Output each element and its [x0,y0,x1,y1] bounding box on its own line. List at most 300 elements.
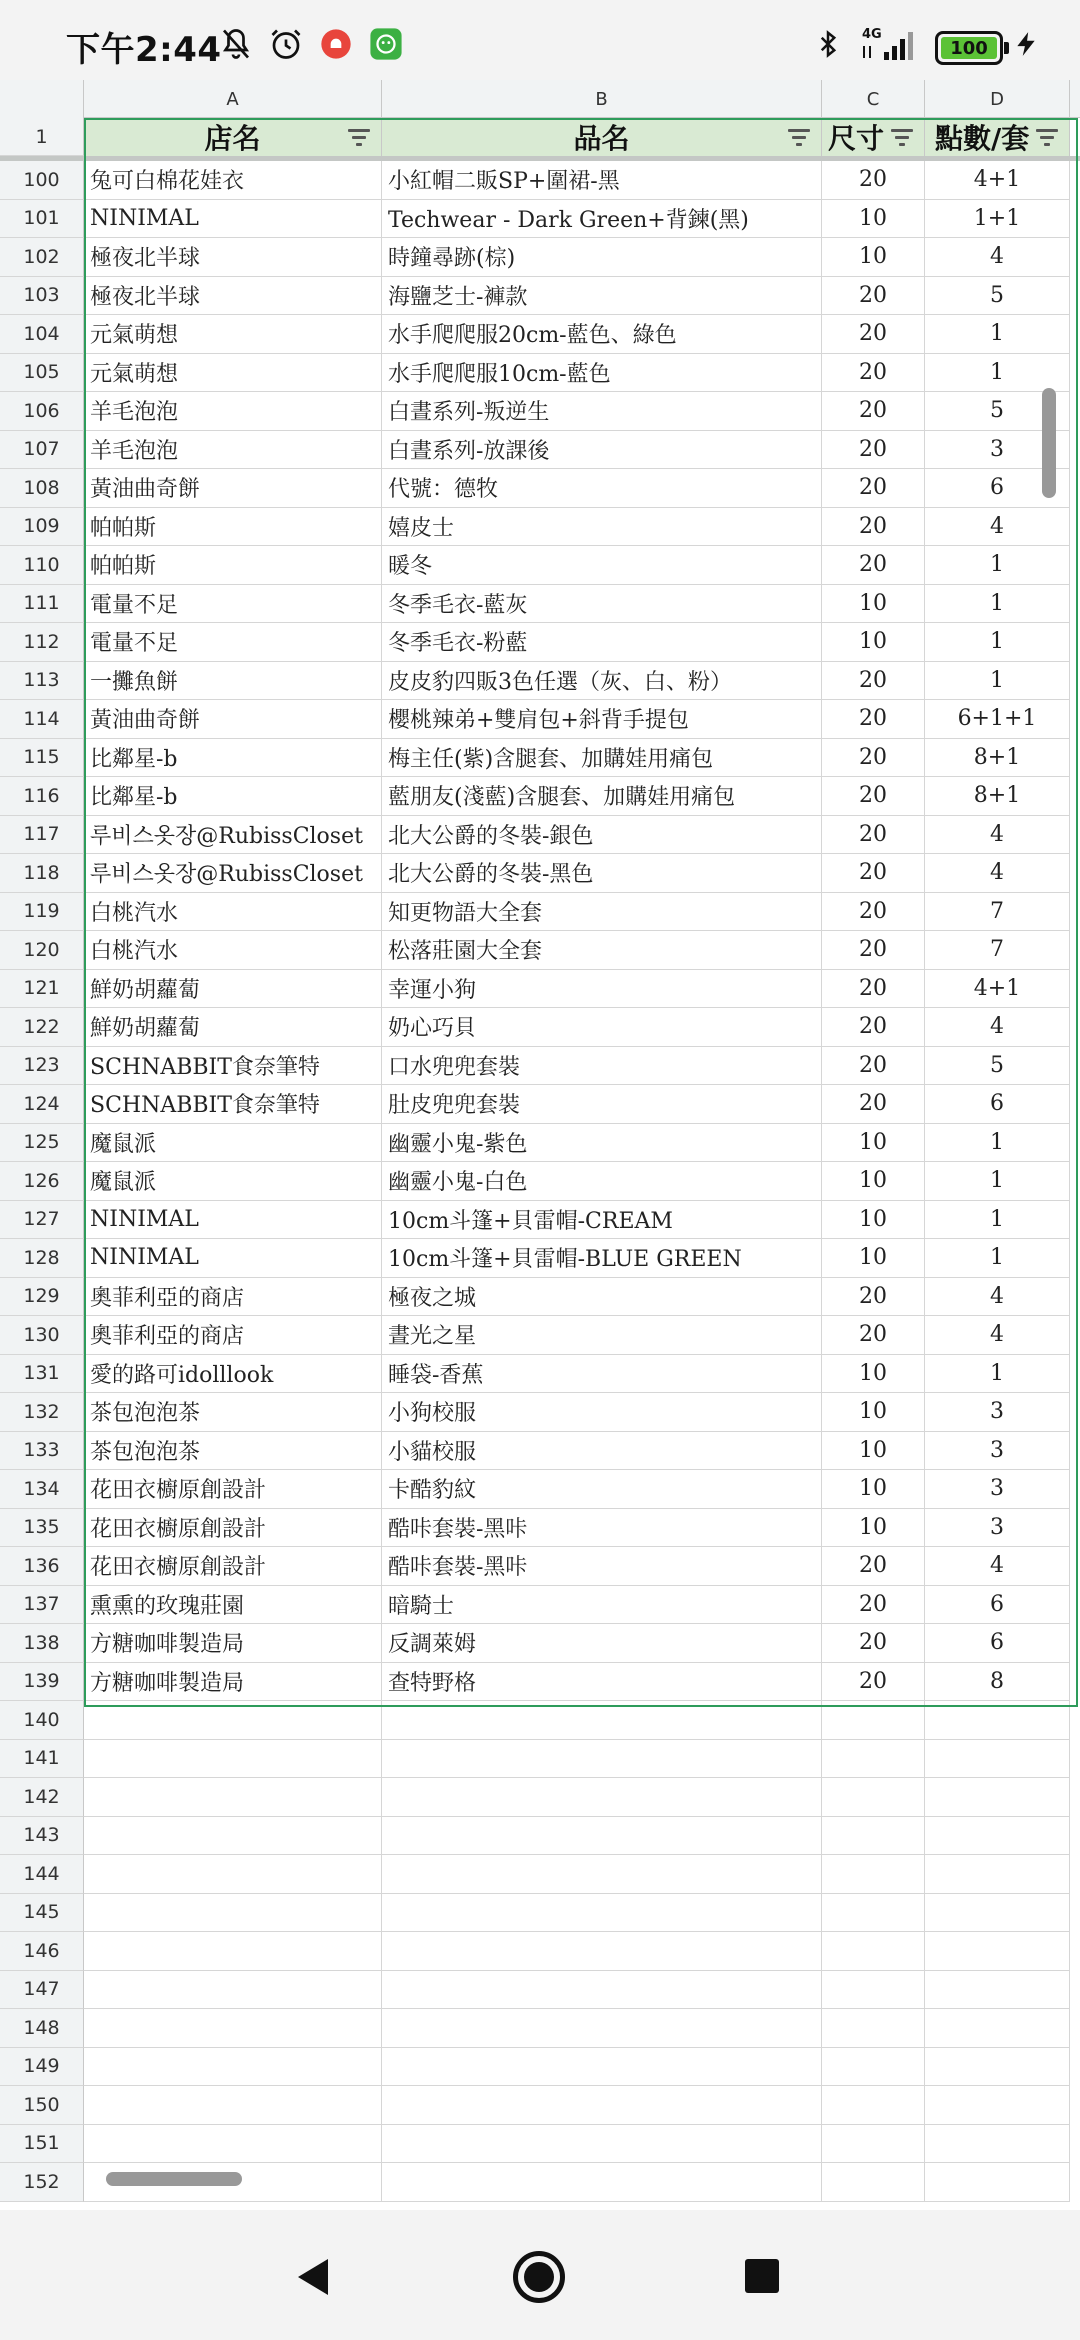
cell-a[interactable] [84,2009,382,2048]
cell-c[interactable]: 10 [822,1355,925,1394]
cell-a[interactable]: 白桃汽水 [84,893,382,932]
cell-d[interactable]: 1 [925,623,1070,662]
cell-d[interactable] [925,1894,1070,1933]
cell-a[interactable] [84,1817,382,1856]
cell-c[interactable]: 20 [822,161,925,200]
cell-c[interactable]: 20 [822,739,925,778]
row-number[interactable]: 100 [0,161,84,200]
filter-icon[interactable] [890,127,914,147]
cell-d[interactable]: 8 [925,1663,1070,1702]
cell-c[interactable]: 20 [822,1278,925,1317]
table-row [0,1894,1080,1933]
cell-a[interactable]: 電量不足 [84,623,382,662]
cell-b[interactable]: 皮皮豹四販3色任選（灰、白、粉） [382,662,822,701]
column-header-d[interactable]: D [925,80,1070,118]
cell-a[interactable] [84,2125,382,2164]
cell-d[interactable]: 1 [925,1239,1070,1278]
cell-b[interactable]: 奶心巧貝 [382,1008,822,1047]
cell-a[interactable]: 羊毛泡泡 [84,431,382,470]
row-number[interactable]: 142 [0,1778,84,1817]
cell-b[interactable]: 暗騎士 [382,1586,822,1625]
table-row [0,1701,1080,1740]
table-row [0,1586,1080,1625]
row-number[interactable]: 109 [0,508,84,547]
cell-b[interactable]: 小貓校服 [382,1432,822,1471]
cell-a[interactable] [84,1894,382,1933]
cell-c[interactable]: 10 [822,1201,925,1240]
cell-c[interactable]: 20 [822,277,925,316]
row-number[interactable]: 134 [0,1470,84,1509]
cell-c[interactable]: 10 [822,1124,925,1163]
cell-a[interactable]: SCHNABBIT食奈筆特 [84,1047,382,1086]
cell-d[interactable] [925,1817,1070,1856]
row-number[interactable]: 139 [0,1663,84,1702]
cell-b[interactable]: 嬉皮士 [382,508,822,547]
cell-b[interactable]: 冬季毛衣-藍灰 [382,585,822,624]
cell-c[interactable]: 20 [822,816,925,855]
cell-d[interactable] [925,1855,1070,1894]
cell-b[interactable]: 白晝系列-放課後 [382,431,822,470]
cell-b[interactable]: 櫻桃辣弟+雙肩包+斜背手提包 [382,700,822,739]
cell-d[interactable]: 1 [925,585,1070,624]
cell-d[interactable] [925,1740,1070,1779]
cell-b[interactable]: 小紅帽二販SP+圍裙-黑 [382,161,822,200]
cell-b[interactable] [382,2048,822,2087]
cell-d[interactable]: 4 [925,1008,1070,1047]
cell-d[interactable]: 7 [925,893,1070,932]
cell-d[interactable]: 5 [925,1047,1070,1086]
row-number[interactable]: 1 [0,118,84,156]
cell-c[interactable]: 20 [822,354,925,393]
column-header-c[interactable]: C [822,80,925,118]
cell-a[interactable] [84,1778,382,1817]
cell-d[interactable] [925,1971,1070,2010]
header-label: 尺寸 [828,122,885,155]
cell-a[interactable]: 一攤魚餅 [84,662,382,701]
cell-d[interactable] [925,2048,1070,2087]
cell-d[interactable]: 7 [925,931,1070,970]
cell-b[interactable]: 卡酷豹紋 [382,1470,822,1509]
cell-c[interactable]: 10 [822,1432,925,1471]
select-all-corner[interactable] [0,80,84,118]
table-row [0,1509,1080,1548]
cell-b[interactable]: 梅主任(紫)含腿套、加購娃用痛包 [382,739,822,778]
cell-c[interactable]: 20 [822,1624,925,1663]
cell-d[interactable] [925,2086,1070,2125]
cell-b[interactable]: 幸運小狗 [382,970,822,1009]
cell-b[interactable]: 肚皮兜兜套裝 [382,1085,822,1124]
cell-b[interactable]: 暖冬 [382,546,822,585]
cell-c[interactable]: 20 [822,931,925,970]
cell-c[interactable] [822,2086,925,2125]
cell-b[interactable] [382,1701,822,1740]
header-cell-shop[interactable] [84,118,382,156]
cell-c[interactable]: 20 [822,854,925,893]
spreadsheet-grid[interactable] [0,80,1080,2210]
cell-c[interactable] [822,1932,925,1971]
cell-c[interactable]: 20 [822,315,925,354]
cell-b[interactable]: 代號：德牧 [382,469,822,508]
row-number[interactable]: 151 [0,2125,84,2164]
cell-b[interactable]: 松落莊園大全套 [382,931,822,970]
table-row [0,970,1080,1009]
row-number[interactable]: 130 [0,1316,84,1355]
cell-b[interactable]: 北大公爵的冬裝-黑色 [382,854,822,893]
cell-b[interactable]: 10cm斗篷+貝雷帽-BLUE GREEN [382,1239,822,1278]
cell-a[interactable] [84,1855,382,1894]
table-row [0,277,1080,316]
header-cell-item[interactable] [382,118,822,156]
row-number[interactable]: 116 [0,777,84,816]
cell-d[interactable]: 4 [925,238,1070,277]
cell-d[interactable]: 6 [925,469,1070,508]
cell-c[interactable]: 20 [822,1085,925,1124]
cell-d[interactable]: 1 [925,1124,1070,1163]
row-number[interactable]: 105 [0,354,84,393]
row-number[interactable]: 124 [0,1085,84,1124]
table-row [0,1663,1080,1702]
cell-c[interactable] [822,1855,925,1894]
row-number[interactable]: 106 [0,392,84,431]
cell-b[interactable]: 酷咔套裝-黑咔 [382,1509,822,1548]
cell-b[interactable]: 知更物語大全套 [382,893,822,932]
cell-a[interactable]: 極夜北半球 [84,277,382,316]
cell-a[interactable]: 루비스옷장@RubissCloset [84,854,382,893]
cell-a[interactable]: NINIMAL [84,1239,382,1278]
cell-d[interactable]: 1 [925,662,1070,701]
row-number[interactable]: 138 [0,1624,84,1663]
row-number[interactable]: 123 [0,1047,84,1086]
cell-b[interactable]: 晝光之星 [382,1316,822,1355]
cell-a[interactable]: 帕帕斯 [84,508,382,547]
cell-a[interactable]: 熏熏的玫瑰莊園 [84,1586,382,1625]
cell-d[interactable]: 5 [925,277,1070,316]
cell-a[interactable]: SCHNABBIT食奈筆特 [84,1085,382,1124]
cell-d[interactable] [925,1778,1070,1817]
cell-c[interactable]: 10 [822,585,925,624]
cell-a[interactable]: 黃油曲奇餅 [84,469,382,508]
cell-d[interactable]: 4+1 [925,970,1070,1009]
row-number[interactable]: 148 [0,2009,84,2048]
cell-c[interactable]: 20 [822,970,925,1009]
cell-c[interactable]: 10 [822,1509,925,1548]
horizontal-scrollbar[interactable] [106,2172,242,2186]
header-label: 店名 [204,122,261,155]
row-number[interactable]: 127 [0,1201,84,1240]
cell-a[interactable] [84,1971,382,2010]
cell-c[interactable] [822,1740,925,1779]
cell-a[interactable]: NINIMAL [84,1201,382,1240]
cell-c[interactable] [822,1971,925,2010]
cell-c[interactable] [822,2125,925,2164]
row-number[interactable]: 111 [0,585,84,624]
cell-a[interactable]: 魔鼠派 [84,1162,382,1201]
cell-d[interactable]: 6+1+1 [925,700,1070,739]
filter-icon[interactable] [347,127,371,147]
row-number[interactable]: 150 [0,2086,84,2125]
cell-a[interactable]: 極夜北半球 [84,238,382,277]
row-number[interactable]: 145 [0,1894,84,1933]
cell-d[interactable]: 8+1 [925,739,1070,778]
cell-b[interactable]: 藍朋友(淺藍)含腿套、加購娃用痛包 [382,777,822,816]
cell-c[interactable]: 20 [822,469,925,508]
home-icon[interactable] [513,2251,565,2303]
cell-d[interactable]: 1 [925,1162,1070,1201]
back-icon[interactable] [292,2255,336,2299]
cell-c[interactable]: 10 [822,1162,925,1201]
row-number[interactable]: 119 [0,893,84,932]
cell-d[interactable]: 3 [925,1393,1070,1432]
cell-c[interactable]: 10 [822,1470,925,1509]
cell-c[interactable]: 20 [822,700,925,739]
cell-c[interactable]: 20 [822,1008,925,1047]
row-number[interactable]: 144 [0,1855,84,1894]
cell-a[interactable]: 電量不足 [84,585,382,624]
row-number[interactable]: 126 [0,1162,84,1201]
row-number[interactable]: 103 [0,277,84,316]
cell-a[interactable]: 鮮奶胡蘿蔔 [84,970,382,1009]
cell-b[interactable]: 反調萊姆 [382,1624,822,1663]
cell-c[interactable]: 10 [822,1393,925,1432]
cell-a[interactable]: 愛的路可idolllook [84,1355,382,1394]
cell-a[interactable]: 帕帕斯 [84,546,382,585]
filter-icon[interactable] [1035,127,1059,147]
row-number[interactable]: 117 [0,816,84,855]
row-number[interactable]: 143 [0,1817,84,1856]
cell-a[interactable]: 茶包泡泡茶 [84,1432,382,1471]
cell-b[interactable] [382,2125,822,2164]
cell-d[interactable]: 1 [925,354,1070,393]
column-header-b[interactable]: B [382,80,822,118]
cell-b[interactable] [382,1894,822,1933]
cell-c[interactable]: 20 [822,1547,925,1586]
cell-a[interactable]: 루비스옷장@RubissCloset [84,816,382,855]
cell-d[interactable]: 3 [925,1432,1070,1471]
cell-c[interactable]: 20 [822,777,925,816]
cell-a[interactable]: 花田衣櫥原創設計 [84,1547,382,1586]
cell-b[interactable] [382,1778,822,1817]
row-number[interactable]: 152 [0,2163,84,2202]
header-cell-points[interactable] [925,118,1070,156]
cell-d[interactable] [925,1932,1070,1971]
cell-d[interactable]: 6 [925,1586,1070,1625]
cell-a[interactable]: 花田衣櫥原創設計 [84,1509,382,1548]
cell-d[interactable] [925,1701,1070,1740]
cell-c[interactable] [822,1778,925,1817]
cell-c[interactable] [822,2009,925,2048]
cell-c[interactable] [822,1894,925,1933]
cell-b[interactable] [382,1740,822,1779]
cell-b[interactable]: 口水兜兜套裝 [382,1047,822,1086]
cell-b[interactable]: 水手爬爬服10cm-藍色 [382,354,822,393]
cell-a[interactable]: 元氣萌想 [84,354,382,393]
cell-d[interactable]: 4 [925,816,1070,855]
cell-c[interactable]: 20 [822,431,925,470]
row-number[interactable]: 149 [0,2048,84,2087]
cell-a[interactable] [84,1740,382,1779]
header-cell-size[interactable] [822,118,925,156]
cell-a[interactable] [84,2086,382,2125]
row-number[interactable]: 125 [0,1124,84,1163]
row-number[interactable]: 137 [0,1586,84,1625]
cell-d[interactable]: 4 [925,508,1070,547]
cell-b[interactable]: 海鹽芝士-褲款 [382,277,822,316]
cell-c[interactable]: 20 [822,662,925,701]
table-row [0,893,1080,932]
cell-d[interactable] [925,2009,1070,2048]
cell-a[interactable]: 比鄰星-b [84,777,382,816]
row-number[interactable]: 114 [0,700,84,739]
cell-c[interactable] [822,1817,925,1856]
cell-d[interactable]: 4 [925,1278,1070,1317]
row-number[interactable]: 146 [0,1932,84,1971]
cell-a[interactable]: 花田衣櫥原創設計 [84,1470,382,1509]
vertical-scrollbar[interactable] [1042,388,1056,498]
row-number[interactable]: 104 [0,315,84,354]
cell-d[interactable] [925,2125,1070,2164]
cell-d[interactable]: 6 [925,1085,1070,1124]
cell-b[interactable] [382,2086,822,2125]
cell-d[interactable]: 3 [925,1470,1070,1509]
filter-icon[interactable] [787,127,811,147]
row-number[interactable]: 131 [0,1355,84,1394]
cell-a[interactable]: 方糖咖啡製造局 [84,1663,382,1702]
cell-a[interactable]: 比鄰星-b [84,739,382,778]
cell-b[interactable]: 水手爬爬服20cm-藍色、綠色 [382,315,822,354]
cell-d[interactable]: 1 [925,315,1070,354]
cell-d[interactable]: 4 [925,1547,1070,1586]
table-row [0,315,1080,354]
cell-b[interactable] [382,1817,822,1856]
cell-b[interactable] [382,2163,822,2202]
row-number[interactable]: 102 [0,238,84,277]
cell-a[interactable]: 黃油曲奇餅 [84,700,382,739]
cell-a[interactable]: 方糖咖啡製造局 [84,1624,382,1663]
cell-a[interactable] [84,1701,382,1740]
cell-d[interactable] [925,2163,1070,2202]
row-number[interactable]: 147 [0,1971,84,2010]
cell-b[interactable]: 幽靈小鬼-白色 [382,1162,822,1201]
cell-b[interactable]: Techwear - Dark Green+背鍊(黑) [382,200,822,239]
cell-c[interactable]: 20 [822,546,925,585]
cell-c[interactable]: 20 [822,893,925,932]
cell-a[interactable]: 奧菲利亞的商店 [84,1278,382,1317]
cell-a[interactable] [84,2048,382,2087]
cell-b[interactable]: 幽靈小鬼-紫色 [382,1124,822,1163]
cell-a[interactable]: 兔可白棉花娃衣 [84,161,382,200]
cell-b[interactable]: 冬季毛衣-粉藍 [382,623,822,662]
cell-b[interactable]: 睡袋-香蕉 [382,1355,822,1394]
cell-b[interactable]: 北大公爵的冬裝-銀色 [382,816,822,855]
cell-d[interactable]: 1+1 [925,200,1070,239]
cell-c[interactable]: 20 [822,508,925,547]
cell-c[interactable] [822,2163,925,2202]
cell-d[interactable]: 3 [925,1509,1070,1548]
cell-d[interactable]: 6 [925,1624,1070,1663]
cell-c[interactable] [822,1701,925,1740]
row-number[interactable]: 118 [0,854,84,893]
cell-a[interactable]: 白桃汽水 [84,931,382,970]
cell-b[interactable] [382,1855,822,1894]
row-number[interactable]: 101 [0,200,84,239]
cell-a[interactable]: 茶包泡泡茶 [84,1393,382,1432]
status-time: 下午2:44 [66,30,222,70]
cell-c[interactable]: 10 [822,200,925,239]
cell-c[interactable]: 10 [822,238,925,277]
table-row [0,1085,1080,1124]
cell-a[interactable]: NINIMAL [84,200,382,239]
cell-a[interactable]: 羊毛泡泡 [84,392,382,431]
cell-d[interactable]: 1 [925,546,1070,585]
cell-b[interactable]: 白晝系列-叛逆生 [382,392,822,431]
row-number[interactable]: 113 [0,662,84,701]
cell-b[interactable] [382,1971,822,2010]
row-number[interactable]: 107 [0,431,84,470]
cell-c[interactable]: 20 [822,1047,925,1086]
cell-b[interactable] [382,2009,822,2048]
cell-b[interactable]: 小狗校服 [382,1393,822,1432]
row-number[interactable]: 112 [0,623,84,662]
row-number[interactable]: 136 [0,1547,84,1586]
cell-d[interactable]: 8+1 [925,777,1070,816]
cell-d[interactable]: 1 [925,1355,1070,1394]
cell-c[interactable]: 20 [822,1663,925,1702]
column-header-bar [0,80,1080,118]
cell-a[interactable]: 奧菲利亞的商店 [84,1316,382,1355]
cell-d[interactable]: 4 [925,1316,1070,1355]
cell-b[interactable]: 極夜之城 [382,1278,822,1317]
cell-c[interactable]: 20 [822,392,925,431]
row-number[interactable]: 133 [0,1432,84,1471]
row-number[interactable]: 141 [0,1740,84,1779]
cell-a[interactable]: 魔鼠派 [84,1124,382,1163]
row-number[interactable]: 115 [0,739,84,778]
table-row [0,1817,1080,1856]
cell-d[interactable]: 5 [925,392,1070,431]
column-header-a[interactable]: A [84,80,382,118]
row-number[interactable]: 128 [0,1239,84,1278]
row-number[interactable]: 108 [0,469,84,508]
row-number[interactable]: 120 [0,931,84,970]
cell-d[interactable]: 3 [925,431,1070,470]
cell-b[interactable]: 10cm斗篷+貝雷帽-CREAM [382,1201,822,1240]
cell-b[interactable] [382,1932,822,1971]
cell-d[interactable]: 1 [925,1201,1070,1240]
cell-b[interactable]: 酷咔套裝-黑咔 [382,1547,822,1586]
cell-c[interactable]: 20 [822,1586,925,1625]
row-number[interactable]: 121 [0,970,84,1009]
row-number[interactable]: 110 [0,546,84,585]
row-number[interactable]: 135 [0,1509,84,1548]
frozen-header-row [0,118,1080,156]
cell-c[interactable] [822,2048,925,2087]
cell-c[interactable]: 10 [822,1239,925,1278]
row-number[interactable]: 122 [0,1008,84,1047]
cell-a[interactable]: 元氣萌想 [84,315,382,354]
cell-c[interactable]: 20 [822,1316,925,1355]
cell-a[interactable]: 鮮奶胡蘿蔔 [84,1008,382,1047]
cell-b[interactable]: 時鐘尋跡(棕) [382,238,822,277]
cell-c[interactable]: 10 [822,623,925,662]
cell-b[interactable]: 查特野格 [382,1663,822,1702]
row-number[interactable]: 140 [0,1701,84,1740]
cell-d[interactable]: 4+1 [925,161,1070,200]
row-number[interactable]: 129 [0,1278,84,1317]
cell-d[interactable]: 4 [925,854,1070,893]
row-number[interactable]: 132 [0,1393,84,1432]
cell-a[interactable] [84,1932,382,1971]
recents-icon[interactable] [745,2259,779,2293]
